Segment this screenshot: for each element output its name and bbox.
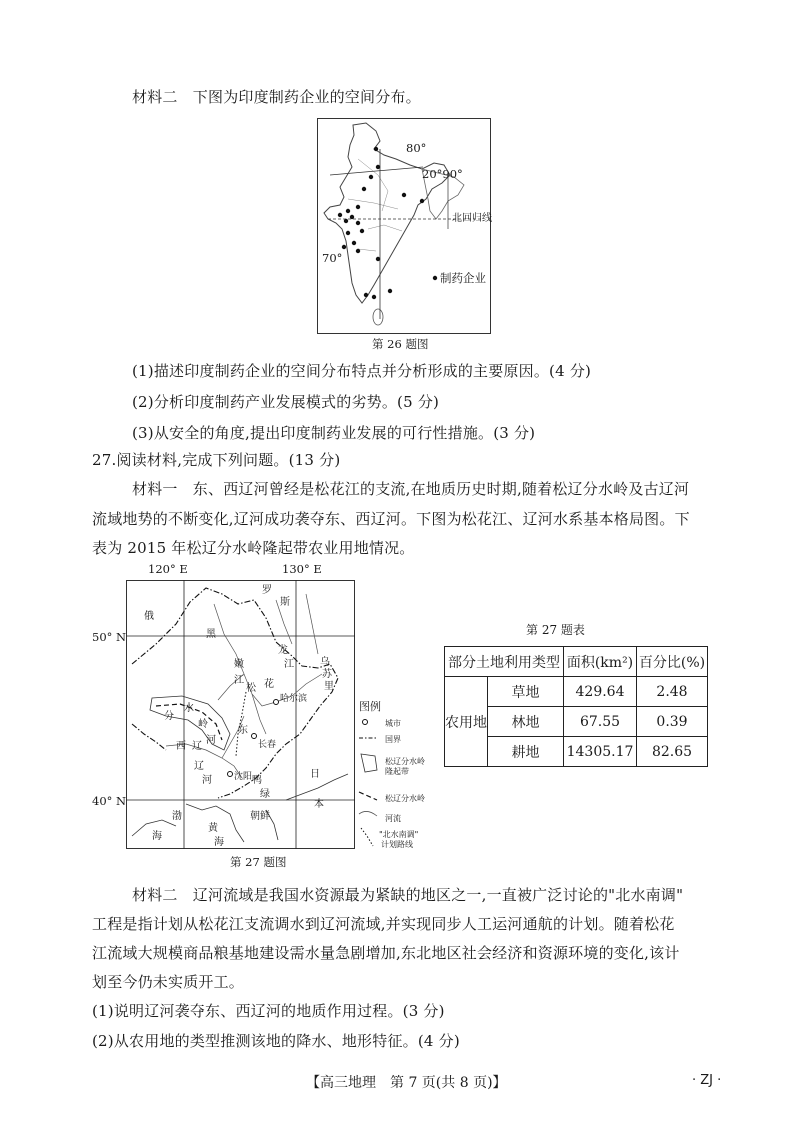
company-dot	[346, 231, 350, 235]
figure-26-caption: 第 26 题图	[372, 337, 429, 351]
label-20-90: 20°90°	[422, 167, 463, 181]
company-dot	[360, 229, 364, 233]
footer-code: · ZJ ·	[692, 1073, 722, 1088]
company-dot	[352, 241, 356, 245]
legend-watershed-symbol	[359, 792, 377, 800]
legend-dot	[433, 276, 437, 280]
company-dot	[376, 165, 380, 169]
national-border-west	[132, 724, 166, 750]
legend-river-label: 河流	[385, 814, 401, 823]
pct-cell: 82.65	[637, 737, 708, 767]
label-chaoxian: 朝鲜	[250, 811, 270, 822]
group-cell: 农用地	[445, 677, 488, 767]
header-type: 部分土地利用类型	[445, 647, 564, 677]
label-nen: 嫩	[234, 659, 244, 670]
area-cell: 429.64	[564, 677, 637, 707]
label-yalu-lv: 绿	[260, 789, 270, 800]
company-dot	[338, 213, 342, 217]
q27-material1-line3: 表为 2015 年松辽分水岭隆起带农业用地情况。	[92, 539, 415, 557]
q26-sub2: (2)分析印度制药产业发展模式的劣势。(5 分)	[132, 393, 440, 411]
legend-plan-label-2: 计划路线	[381, 840, 413, 849]
area-cell: 14305.17	[564, 737, 637, 767]
company-dot	[364, 293, 368, 297]
label-yalu-ya: 鸭	[252, 775, 262, 786]
label-riben-ben: 本	[314, 799, 324, 810]
label-jiang: 江	[284, 659, 294, 670]
label-huang: 黄	[208, 823, 218, 834]
label-hei: 黑	[206, 629, 216, 640]
river-line	[252, 694, 266, 734]
city-changchun	[252, 734, 257, 739]
company-dot	[376, 257, 380, 261]
label-40n: 40° N	[92, 794, 127, 808]
company-dot	[362, 187, 366, 191]
label-bo: 渤	[172, 811, 182, 822]
q27-heading: 27.阅读材料,完成下列问题。(13 分)	[92, 451, 341, 469]
label-russia-r: 罗	[262, 585, 272, 596]
legend-uplift-label-1: 松辽分水岭	[385, 757, 425, 766]
label-130e: 130° E	[282, 562, 322, 576]
rivers	[166, 594, 322, 778]
footer-page-info: 【高三地理 第 7 页(共 8 页)】	[306, 1075, 507, 1091]
label-russia-s: 斯	[280, 597, 290, 608]
area-cell: 67.55	[564, 707, 637, 737]
q27-material1-line1: 材料一 东、西辽河曾经是松花江的支流,在地质历史时期,随着松辽分水岭及古辽河	[132, 480, 690, 498]
company-dot	[356, 205, 360, 209]
q27-material2-line1: 材料二 辽河流域是我国水资源最为紧缺的地区之一,一直被广泛讨论的"北水南调"	[132, 886, 684, 904]
material2-intro: 材料二 下图为印度制药企业的空间分布。	[132, 88, 421, 106]
q26-sub1: (1)描述印度制药企业的空间分布特点并分析形成的主要原因。(4 分)	[132, 362, 592, 380]
legend-plan-symbol	[361, 828, 373, 846]
label-he-2: 河	[202, 775, 212, 786]
national-border	[132, 588, 338, 798]
label-changchun: 长春	[258, 740, 277, 750]
company-dot	[356, 249, 360, 253]
label-harbin: 哈尔滨	[280, 694, 308, 704]
type-cell: 林地	[488, 707, 564, 737]
label-70: 70°	[322, 251, 343, 265]
legend-plan-label-1: "北水南调"	[379, 830, 419, 839]
table-header-row	[445, 647, 708, 677]
songliao-map	[92, 562, 356, 850]
q27-material2-line2: 工程是指计划从松花江支流调水到辽河流域,并实现同步人工运河通航的计划。随着松花	[92, 915, 675, 933]
company-dot	[346, 209, 350, 213]
label-dong: 东	[238, 725, 248, 736]
label-jiang-2: 江	[234, 675, 244, 686]
legend-watershed-label: 松辽分水岭	[385, 794, 425, 803]
type-cell: 草地	[488, 677, 564, 707]
legend-city-symbol	[363, 720, 368, 725]
company-dot	[344, 219, 348, 223]
label-he: 河	[206, 735, 216, 746]
landuse-table	[444, 646, 708, 767]
legend-uplift-label-2: 隆起带	[385, 767, 409, 776]
q27-sub1: (1)说明辽河袭夺东、西辽河的地质作用过程。(3 分)	[92, 1002, 445, 1020]
table-row	[445, 677, 708, 707]
header-pct: 百分比(%)	[637, 647, 708, 677]
company-dot	[372, 295, 376, 299]
city-harbin	[274, 700, 279, 705]
label-80: 80°	[406, 141, 427, 155]
label-liao: 辽	[192, 741, 202, 752]
label-shenyang: 沈阳	[234, 772, 253, 782]
label-shui: 水	[184, 703, 194, 714]
india-map	[317, 118, 491, 334]
songliao-legend	[357, 700, 437, 850]
legend-city-label: 城市	[385, 719, 401, 728]
company-dot	[402, 193, 406, 197]
company-dot	[342, 245, 346, 249]
river-line	[306, 594, 318, 654]
type-cell: 耕地	[488, 737, 564, 767]
label-wusuli-wu: 乌	[320, 657, 330, 668]
legend-company-label: 制药企业	[440, 271, 486, 285]
label-song: 松	[246, 683, 256, 694]
label-tropic: 北回归线	[452, 213, 492, 224]
header-area: 面积(km²)	[564, 647, 637, 677]
india-map-drawing	[318, 119, 490, 333]
label-riben-ri: 日	[310, 769, 320, 780]
label-russia-e: 俄	[144, 611, 154, 622]
figure-27-caption: 第 27 题图	[230, 855, 287, 869]
legend-river-symbol	[359, 811, 377, 816]
label-hai-1: 海	[152, 831, 162, 842]
q26-sub3: (3)从安全的角度,提出印度制药业发展的可行性措施。(3 分)	[132, 424, 536, 442]
label-50n: 50° N	[92, 630, 127, 644]
table-27-caption: 第 27 题表	[526, 623, 585, 637]
label-wusuli-su: 苏	[322, 669, 332, 680]
label-longjiang: 龙	[278, 645, 288, 656]
city-shenyang	[228, 772, 233, 777]
q27-material1-line2: 流域地势的不断变化,辽河成功袭夺东、西辽河。下图为松花江、辽河水系基本格局图。下	[92, 510, 690, 528]
pct-cell: 2.48	[637, 677, 708, 707]
pct-cell: 0.39	[637, 707, 708, 737]
company-dot	[374, 147, 378, 151]
sri-lanka	[373, 309, 383, 325]
label-ling: 岭	[198, 719, 208, 730]
label-120e: 120° E	[148, 562, 188, 576]
company-dot	[420, 199, 424, 203]
q27-material2-line3: 江流域大规模商品粮基地建设需水量急剧增加,东北地区社会经济和资源环境的变化,该计	[92, 944, 680, 962]
label-hua: 花	[264, 679, 274, 690]
q27-sub2: (2)从农用地的类型推测该地的降水、地形特征。(4 分)	[92, 1032, 460, 1050]
company-dot	[356, 221, 360, 225]
legend-border-label: 国界	[385, 735, 401, 744]
legend-uplift-symbol	[361, 754, 377, 772]
company-dot	[388, 289, 392, 293]
label-xi: 西	[176, 741, 186, 752]
label-hai-2: 海	[214, 837, 224, 848]
label-fen: 分	[164, 711, 174, 722]
company-dot	[350, 215, 354, 219]
legend-title: 图例	[359, 700, 381, 713]
company-dot	[369, 175, 373, 179]
label-wusuli-li: 里	[324, 681, 334, 692]
label-liao-2: 辽	[194, 761, 204, 772]
q27-material2-line4: 划至今仍未实质开工。	[92, 973, 245, 991]
